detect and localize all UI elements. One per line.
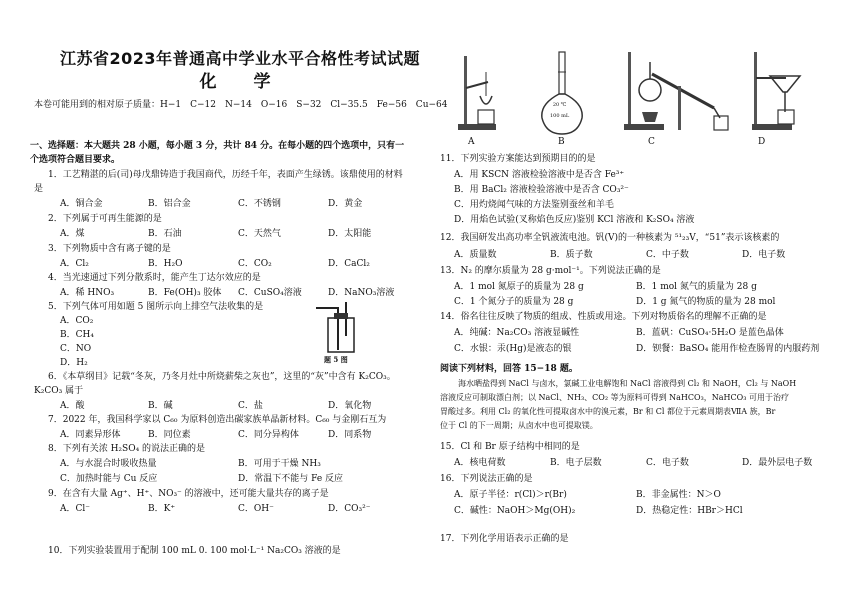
q13-option-c[interactable]: C．1 个氮分子的质量为 28 g (454, 297, 574, 307)
q16-option-d[interactable]: D．热稳定性：HBr＞HCl (636, 506, 743, 516)
q13-option-a[interactable]: A．1 mol 氮原子的质量为 28 g (454, 282, 584, 292)
q12-option-b[interactable]: B．质子数 (550, 250, 593, 260)
q16-stem: 16．下列说法正确的是 (440, 474, 533, 484)
q14-option-c[interactable]: C．水银：汞(Hg)是液态的银 (454, 344, 572, 354)
q4-option-c[interactable]: C．CuSO₄溶液 (238, 288, 302, 298)
apparatus-label-a: A (468, 137, 475, 147)
reading-line1: 海水晒盐得到 NaCl 与卤水，氯碱工业电解饱和 NaCl 溶液得到 Cl₂ 和 NaOH，Cl₂ 与 NaOH (458, 379, 797, 388)
reading-line4: 位于 Cl 的下一周期；从卤水中也可提取镁。 (440, 421, 598, 430)
q11-option-c[interactable]: C．用灼烧闻气味的方法鉴别蚕丝和羊毛 (454, 200, 614, 210)
q7-option-a[interactable]: A．同素异形体 (60, 430, 121, 440)
q5-figure-label: 题 5 图 (324, 355, 348, 364)
atomic-masses: 本卷可能用到的相对原子质量：H−1 C−12 N−14 O−16 S−32 Cl−35.5 Fe−56 Cu−64 (34, 100, 448, 110)
q3-option-c[interactable]: C．CO₂ (238, 259, 272, 269)
q15-option-b[interactable]: B．电子层数 (550, 458, 602, 468)
q10-apparatus-figure (456, 52, 836, 134)
q16-option-b[interactable]: B．非金属性：N＞O (636, 490, 721, 500)
q14-option-b[interactable]: B．蓝矾：CuSO₄·5H₂O 是蓝色晶体 (636, 328, 784, 338)
q15-option-d[interactable]: D．最外层电子数 (742, 458, 813, 468)
q8-option-a[interactable]: A．与水混合时吸收热量 (60, 459, 157, 469)
q13-option-d[interactable]: D．1 g 氮气的物质的量为 28 mol (636, 297, 776, 307)
q3-stem: 3．下列物质中含有离子键的是 (48, 244, 171, 254)
gas-collection-bottle-figure (312, 300, 360, 356)
q14-option-d[interactable]: D．钡餐：BaSO₄ 能用作检查肠胃的内服药剂 (636, 344, 820, 354)
q7-stem: 7．2022 年，我国科学家以 C₆₀ 为原料创造出碳家族单晶新材料。C₆₀ 与金刚石互为 (48, 415, 387, 425)
section-heading-line2: 个选项符合题目要求。 (30, 155, 121, 165)
q1-option-d[interactable]: D．黄金 (328, 199, 363, 209)
q5-option-d[interactable]: D．H₂ (60, 358, 88, 368)
q2-option-d[interactable]: D．太阳能 (328, 229, 372, 239)
q3-option-d[interactable]: D．CaCl₂ (328, 259, 370, 269)
apparatus-label-c: C (648, 137, 655, 147)
apparatus-d-filtration (752, 52, 800, 130)
q11-stem: 11．下列实验方案能达到预期目的的是 (440, 154, 596, 164)
right-column (438, 0, 843, 609)
q4-option-b[interactable]: B．Fe(OH)₃ 胶体 (148, 288, 222, 298)
reading-passage (440, 377, 842, 433)
q5-option-b[interactable]: B．CH₄ (60, 330, 94, 340)
q9-stem: 9．在含有大量 Ag⁺、H⁺、NO₃⁻ 的溶液中，还可能大量共存的离子是 (48, 489, 329, 499)
q8-option-c[interactable]: C．加热时能与 Cu 反应 (60, 474, 158, 484)
q12-option-c[interactable]: C．中子数 (646, 250, 689, 260)
q11-option-a[interactable]: A．用 KSCN 溶液检验溶液中是否含 Fe³⁺ (454, 170, 625, 180)
apparatus-c-distillation (624, 52, 728, 130)
q16-option-a[interactable]: A．原子半径：r(Cl)＞r(Br) (454, 490, 567, 500)
q6-option-d[interactable]: D．氧化物 (328, 401, 372, 411)
q15-stem: 15．Cl 和 Br 原子结构中相同的是 (440, 442, 580, 452)
subject-title: 化 学 (199, 72, 281, 92)
q13-option-b[interactable]: B．1 mol 氮气的质量为 28 g (636, 282, 757, 292)
q11-option-d[interactable]: D．用焰色试验(叉称焰色反应)鉴别 KCl 溶液和 K₂SO₄ 溶液 (454, 215, 695, 225)
q14-option-a[interactable]: A．纯碱：Na₂CO₃ 溶液显碱性 (454, 328, 580, 338)
q8-option-d[interactable]: D．常温下不能与 Fe 反应 (238, 474, 344, 484)
q4-stem: 4．当光速通过下列分散系时，能产生丁达尔效应的是 (48, 273, 261, 283)
q5-stem: 5．下列气体可用如题 5 图所示向上排空气法收集的是 (48, 302, 264, 312)
left-column (30, 0, 448, 609)
q1-stem-line2: 是 (34, 184, 44, 194)
q13-stem: 13．N₂ 的摩尔质量为 28 g·mol⁻¹。下列说法正确的是 (440, 266, 661, 276)
q5-option-a[interactable]: A．CO₂ (60, 316, 94, 326)
q14-stem: 14．俗名往往反映了物质的组成、性质或用途。下列对物质俗名的理解不正确的是 (440, 312, 767, 322)
page-title: 江苏省2023年普通高中学业水平合格性考试试题 (59, 49, 421, 68)
q6-stem-line1: 6．《本草纲目》记载“冬灰，乃冬月灶中所烧薪柴之灰也”，这里的“灰”中含有 K₂CO₃。 (48, 372, 396, 382)
q2-option-c[interactable]: C．天然气 (238, 229, 281, 239)
q5-option-c[interactable]: C．NO (60, 344, 92, 354)
q9-option-d[interactable]: D．CO₃²⁻ (328, 504, 371, 514)
q7-option-c[interactable]: C．同分异构体 (238, 430, 299, 440)
q3-option-a[interactable]: A．Cl₂ (60, 259, 89, 269)
q1-option-c[interactable]: C．不锈钢 (238, 199, 281, 209)
section-heading-line1: 一、选择题：本大题共 28 小题，每小题 3 分，共计 84 分。在每小题的四个选项中，只有一 (30, 141, 405, 151)
q1-stem-line1: 1．工艺精湛的后(司)母戊鼎铸造于我国商代，历经千年，表面产生绿锈。该鼎使用的材料 (48, 170, 403, 180)
q16-option-c[interactable]: C．碱性：NaOH＞Mg(OH)₂ (454, 506, 576, 516)
q12-option-d[interactable]: D．电子数 (742, 250, 786, 260)
apparatus-label-d: D (758, 137, 766, 147)
q15-option-a[interactable]: A．核电荷数 (454, 458, 506, 468)
q1-option-b[interactable]: B．铝合金 (148, 199, 191, 209)
flask-label: 20 ℃ 100 mL (550, 102, 570, 119)
q9-option-b[interactable]: B．K⁺ (148, 504, 176, 514)
q6-option-c[interactable]: C．盐 (238, 401, 263, 411)
q2-option-b[interactable]: B．石油 (148, 229, 182, 239)
q6-stem-line2: K₂CO₃ 属于 (34, 386, 84, 396)
q9-option-c[interactable]: C．OH⁻ (238, 504, 274, 514)
q3-option-b[interactable]: B．H₂O (148, 259, 183, 269)
q6-option-b[interactable]: B．碱 (148, 401, 173, 411)
q2-option-a[interactable]: A．煤 (60, 229, 85, 239)
q15-option-c[interactable]: C．电子数 (646, 458, 689, 468)
reading-line2: 溶液反应可制取漂白剂；以 NaCl、NH₃、CO₂ 等为原料可得到 NaHCO₃，NaHCO₃ 可用于治疗 (440, 393, 789, 402)
q10-stem: 10．下列实验装置用于配制 100 mL 0. 100 mol·L⁻¹ Na₂CO₃ 溶液的是 (48, 546, 341, 556)
apparatus-a (458, 56, 496, 130)
section-heading (30, 139, 425, 167)
q11-option-b[interactable]: B．用 BaCl₂ 溶液检验溶液中是否含 CO₃²⁻ (454, 185, 629, 195)
q4-option-a[interactable]: A．稀 HNO₃ (60, 288, 115, 298)
q12-stem: 12．我国研发出高功率全钒液流电池。钒(V)的一种核素为 ⁵¹₂₃V，“51”表示该核素的 (440, 233, 780, 243)
reading-heading: 阅读下列材料，回答 15−18 题。 (440, 364, 578, 374)
q4-option-d[interactable]: D．NaNO₃溶液 (328, 288, 395, 298)
q8-stem: 8．下列有关浓 H₂SO₄ 的说法正确的是 (48, 444, 206, 454)
q12-option-a[interactable]: A．质量数 (454, 250, 497, 260)
reading-line3: 胃酸过多。利用 Cl₂ 的氧化性可提取卤水中的溴元素，Br 和 Cl 都位于元素周期表ⅦA 族，Br (440, 407, 776, 416)
q2-stem: 2．下列属于可再生能源的是 (48, 214, 162, 224)
q1-option-a[interactable]: A．铜合金 (60, 199, 103, 209)
q7-option-d[interactable]: D．同系物 (328, 430, 372, 440)
q8-option-b[interactable]: B．可用于干燥 NH₃ (238, 459, 321, 469)
q9-option-a[interactable]: A．Cl⁻ (60, 504, 91, 514)
q7-option-b[interactable]: B．同位素 (148, 430, 191, 440)
q17-stem: 17．下列化学用语表示正确的是 (440, 534, 569, 544)
q6-option-a[interactable]: A．酸 (60, 401, 85, 411)
apparatus-label-b: B (558, 137, 565, 147)
